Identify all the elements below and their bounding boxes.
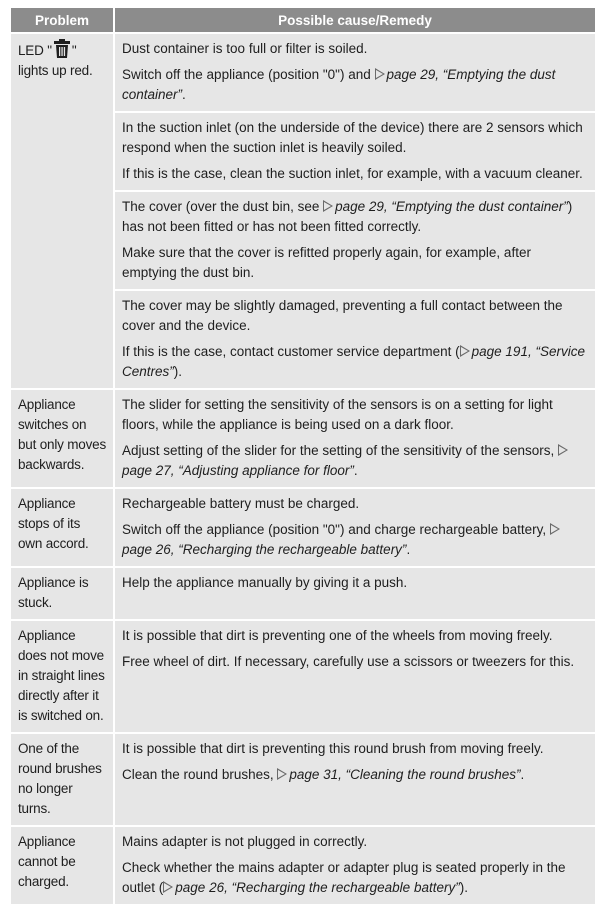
problem-cell: Appliance is stuck. [11,568,113,619]
remedy-action [122,652,589,672]
remedy-cell [115,34,595,111]
remedy-text: The cover may be slightly damaged, preventing a full contact between the cover and the device. [122,298,563,333]
remedy-text: The cover (over the dust bin, see [122,199,324,214]
arrow-right-icon [323,200,333,212]
remedy-action [122,441,589,481]
remedy-cause [122,197,589,237]
page-reference-link[interactable] [323,199,568,214]
remedy-text: Rechargeable battery must be charged. [122,496,360,511]
problem-text: LED " [18,43,52,58]
page-reference-text: page 191, “Service Centres” [122,344,585,379]
troubleshooting-table [9,6,597,906]
arrow-right-icon [460,345,470,357]
remedy-text: If this is the case, clean the suction inlet, for example, with a vacuum cleaner. [122,166,583,181]
problem-cell: Appliance switches on but only moves backwards. [11,390,113,487]
remedy-text: In the suction inlet (on the underside of the device) there are 2 sensors which respond when the suction inlet is heavily soiled. [122,120,583,155]
page-reference-text: page 26, “Recharging the rechargeable battery” [122,542,407,557]
remedy-text: Adjust setting of the slider for the setting of the sensitivity of the sensors, [122,443,558,458]
page-reference-text: page 26, “Recharging the rechargeable battery” [175,880,460,895]
remedy-cause [122,296,589,336]
table-row [11,827,595,904]
remedy-cause [122,739,589,759]
remedy-cell [115,621,595,732]
table-row [11,34,595,111]
remedy-text: The slider for setting the sensitivity of the sensors is on a setting for light floors, while the appliance is being used on a dark floor. [122,397,553,432]
table-body [11,34,595,904]
header-remedy: Possible cause/Remedy [115,8,595,32]
problem-cell: Appliance cannot be charged. [11,827,113,904]
dust-bin-icon [53,39,71,58]
arrow-right-icon [550,523,560,535]
table-row [11,621,595,732]
page-reference-text: page 31, “Cleaning the round brushes” [289,767,521,782]
table-row [11,489,595,566]
problem-cell: Appliance does not move in straight lines directly after it is switched on. [11,621,113,732]
problem-text: " lights up red. [18,43,93,78]
remedy-cause [122,573,589,593]
remedy-cause [122,626,589,646]
remedy-cause [122,494,589,514]
remedy-action [122,520,589,560]
remedy-text: If this is the case, contact customer service department ( [122,344,460,359]
page-reference-text: page 29, “Emptying the dust container” [122,67,556,102]
remedy-cause [122,395,589,435]
table-row [11,568,595,619]
page-reference-link[interactable] [277,767,520,782]
remedy-cause [122,118,589,158]
remedy-cause [122,832,589,852]
table-header-row [11,8,595,32]
remedy-text: Switch off the appliance (position "0") and [122,67,375,82]
remedy-text: Dust container is too full or filter is soiled. [122,41,368,56]
remedy-text: ). [459,880,468,895]
remedy-cell [115,734,595,825]
page-reference-text: page 27, “Adjusting appliance for floor” [122,463,354,478]
arrow-right-icon [375,68,385,80]
remedy-text: Mains adapter is not plugged in correctly. [122,834,368,849]
remedy-action [122,243,589,283]
remedy-text: Help the appliance manually by giving it a push. [122,575,408,590]
remedy-text: Make sure that the cover is refitted properly again, for example, after emptying the dust bin. [122,245,531,280]
remedy-cell [115,568,595,619]
remedy-action [122,858,589,898]
remedy-cell [115,827,595,904]
remedy-text: ). [173,364,183,379]
remedy-cell [115,291,595,388]
remedy-cell [115,192,595,289]
remedy-action [122,342,589,382]
arrow-right-icon [277,768,287,780]
problem-cell [11,34,113,388]
page-reference-text: page 29, “Emptying the dust container” [335,199,568,214]
remedy-cell [115,489,595,566]
page-reference-link[interactable] [163,880,459,895]
remedy-text: ) has not been fitted or has not been fitted correctly. [122,199,573,234]
table-row [11,390,595,487]
remedy-text: . [353,463,358,478]
remedy-text: . [406,542,411,557]
table-row [11,734,595,825]
remedy-action [122,65,589,105]
remedy-cell [115,390,595,487]
remedy-text: . [520,767,525,782]
remedy-action [122,765,589,785]
remedy-cause [122,39,589,59]
remedy-cell [115,113,595,190]
arrow-right-icon [163,881,173,893]
arrow-right-icon [558,444,568,456]
remedy-text: It is possible that dirt is preventing one of the wheels from moving freely. [122,628,553,643]
remedy-text: . [182,87,186,102]
remedy-text: Clean the round brushes, [122,767,278,782]
remedy-text: Free wheel of dirt. If necessary, carefully use a scissors or tweezers for this. [122,654,575,669]
remedy-action [122,164,589,184]
problem-cell: Appliance stops of its own accord. [11,489,113,566]
remedy-text: Switch off the appliance (position "0") and charge rechargeable battery, [122,522,550,537]
header-problem: Problem [11,8,113,32]
remedy-text: It is possible that dirt is preventing this round brush from moving freely. [122,741,544,756]
remedy-text: Check whether the mains adapter or adapter plug is seated properly in the outlet ( [122,860,566,895]
problem-cell: One of the round brushes no longer turns. [11,734,113,825]
